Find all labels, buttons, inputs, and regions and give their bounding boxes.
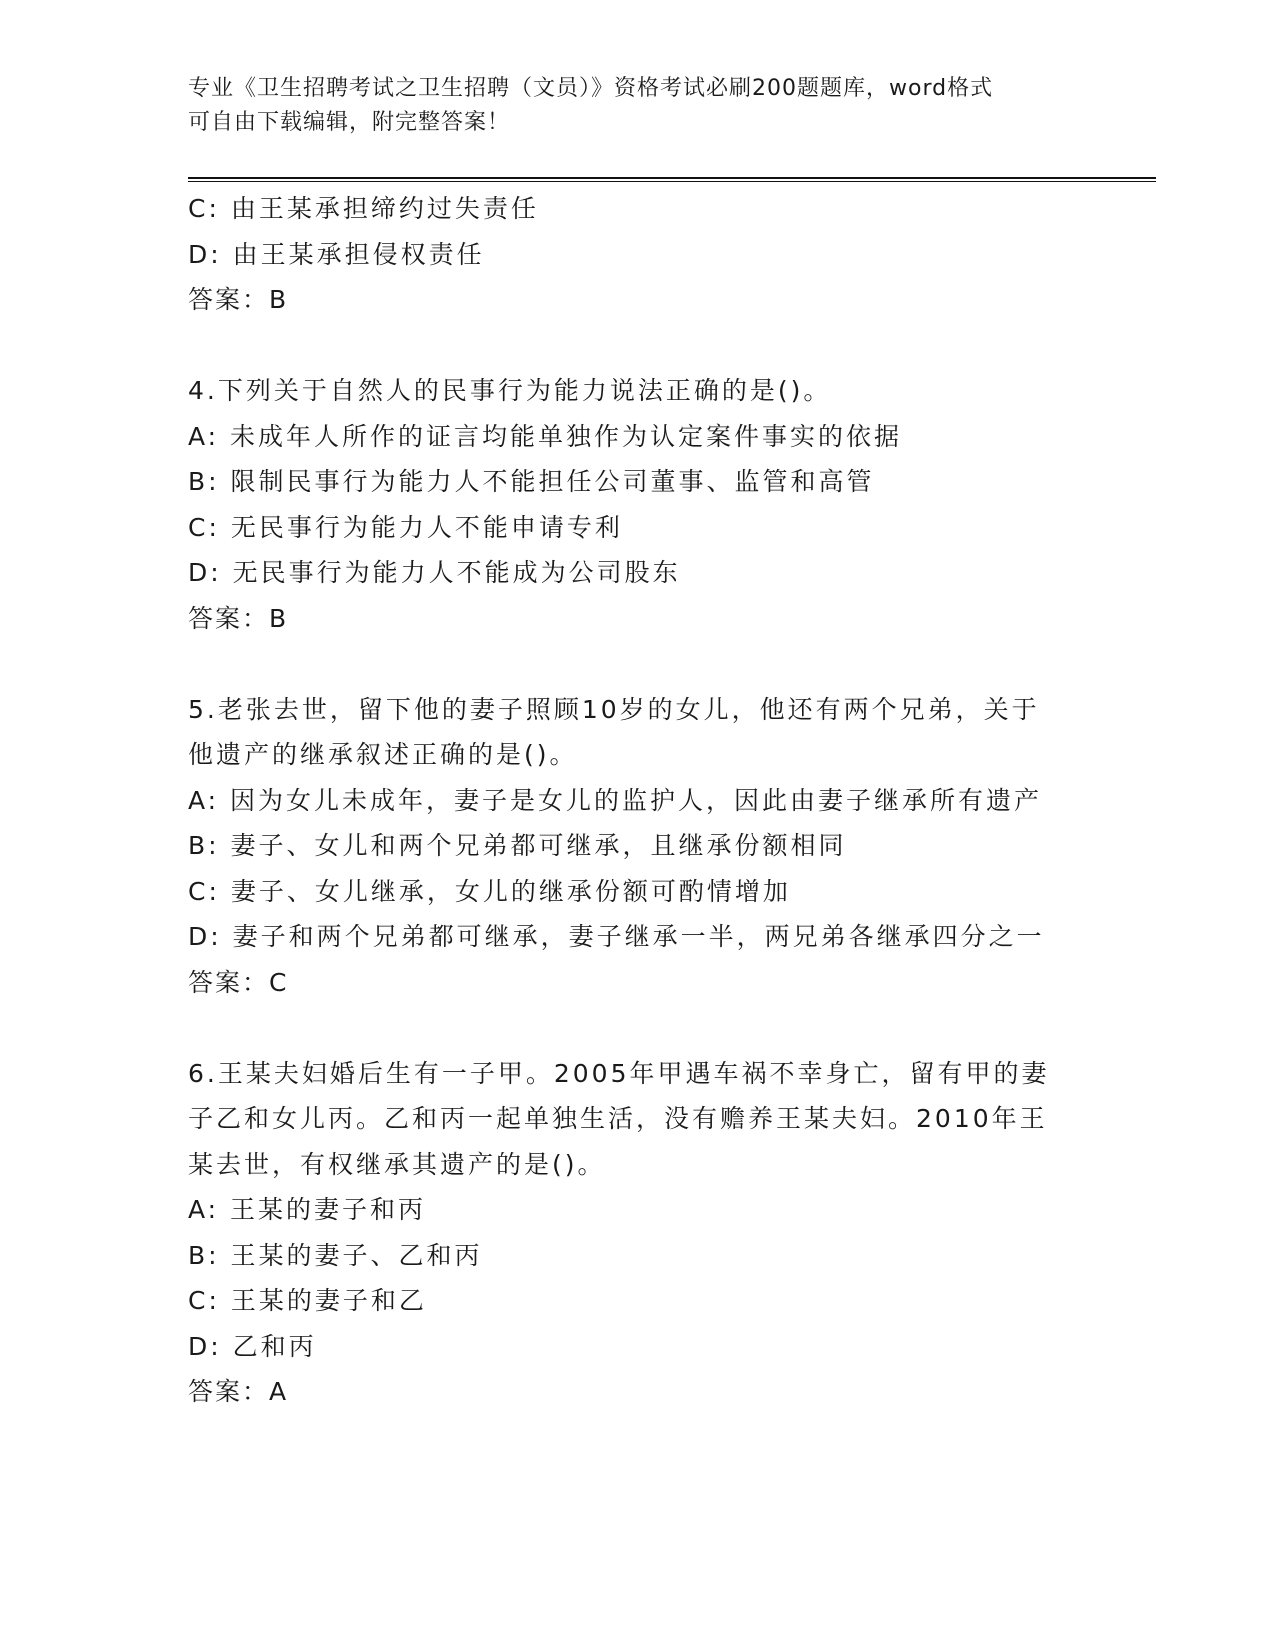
header-divider (188, 177, 1156, 182)
question-stem: 某去世，有权继承其遗产的是()。 (188, 1149, 606, 1179)
question-stem: 5.老张去世，留下他的妻子照顾10岁的女儿，他还有两个兄弟，关于 (188, 694, 1040, 724)
option-b: B: 妻子、女儿和两个兄弟都可继承，且继承份额相同 (188, 831, 847, 860)
question-stem: 他遗产的继承叙述正确的是()。 (188, 740, 578, 769)
question-5 (188, 687, 1088, 1006)
option-b: B: 王某的妻子、乙和丙 (188, 1240, 483, 1270)
option-a: A: 王某的妻子和丙 (188, 1195, 427, 1224)
option-c: C: 王某的妻子和乙 (188, 1286, 427, 1315)
header-line-2: 可自由下载编辑，附完整答案！ (188, 110, 511, 135)
option-a: A: 因为女儿未成年，妻子是女儿的监护人，因此由妻子继承所有遗产 (188, 785, 1043, 815)
document-body (188, 186, 1088, 1415)
option-d: D: 无民事行为能力人不能成为公司股东 (188, 558, 681, 587)
option-d: D: 由王某承担侵权责任 (188, 239, 485, 269)
option-c: C: 无民事行为能力人不能申请专利 (188, 512, 623, 542)
answer-line: 答案：B (188, 603, 289, 633)
question-stem: 6.王某夫妇婚后生有一子甲。2005年甲遇车祸不幸身亡，留有甲的妻 (188, 1058, 1050, 1088)
option-d: D: 乙和丙 (188, 1331, 317, 1361)
question-stem: 子乙和女儿丙。乙和丙一起单独生活，没有赡养王某夫妇。2010年王 (188, 1104, 1048, 1133)
option-c: C: 妻子、女儿继承，女儿的继承份额可酌情增加 (188, 876, 791, 906)
option-c: C: 由王某承担缔约过失责任 (188, 194, 539, 223)
header-line-1: 专业《卫生招聘考试之卫生招聘（文员）》资格考试必刷200题题库，word格式 (188, 76, 994, 101)
document-header (188, 72, 1088, 140)
question-4 (188, 368, 1088, 641)
option-a: A: 未成年人所作的证言均能单独作为认定案件事实的依据 (188, 421, 903, 451)
option-b: B: 限制民事行为能力人不能担任公司董事、监管和高管 (188, 467, 875, 496)
question-stem: 4.下列关于自然人的民事行为能力说法正确的是()。 (188, 376, 832, 405)
question-6 (188, 1051, 1088, 1415)
previous-question-tail (188, 186, 1088, 323)
answer-line: 答案：C (188, 967, 289, 997)
answer-line: 答案：B (188, 285, 289, 314)
answer-line: 答案：A (188, 1377, 289, 1406)
option-d: D: 妻子和两个兄弟都可继承，妻子继承一半，两兄弟各继承四分之一 (188, 922, 1045, 951)
